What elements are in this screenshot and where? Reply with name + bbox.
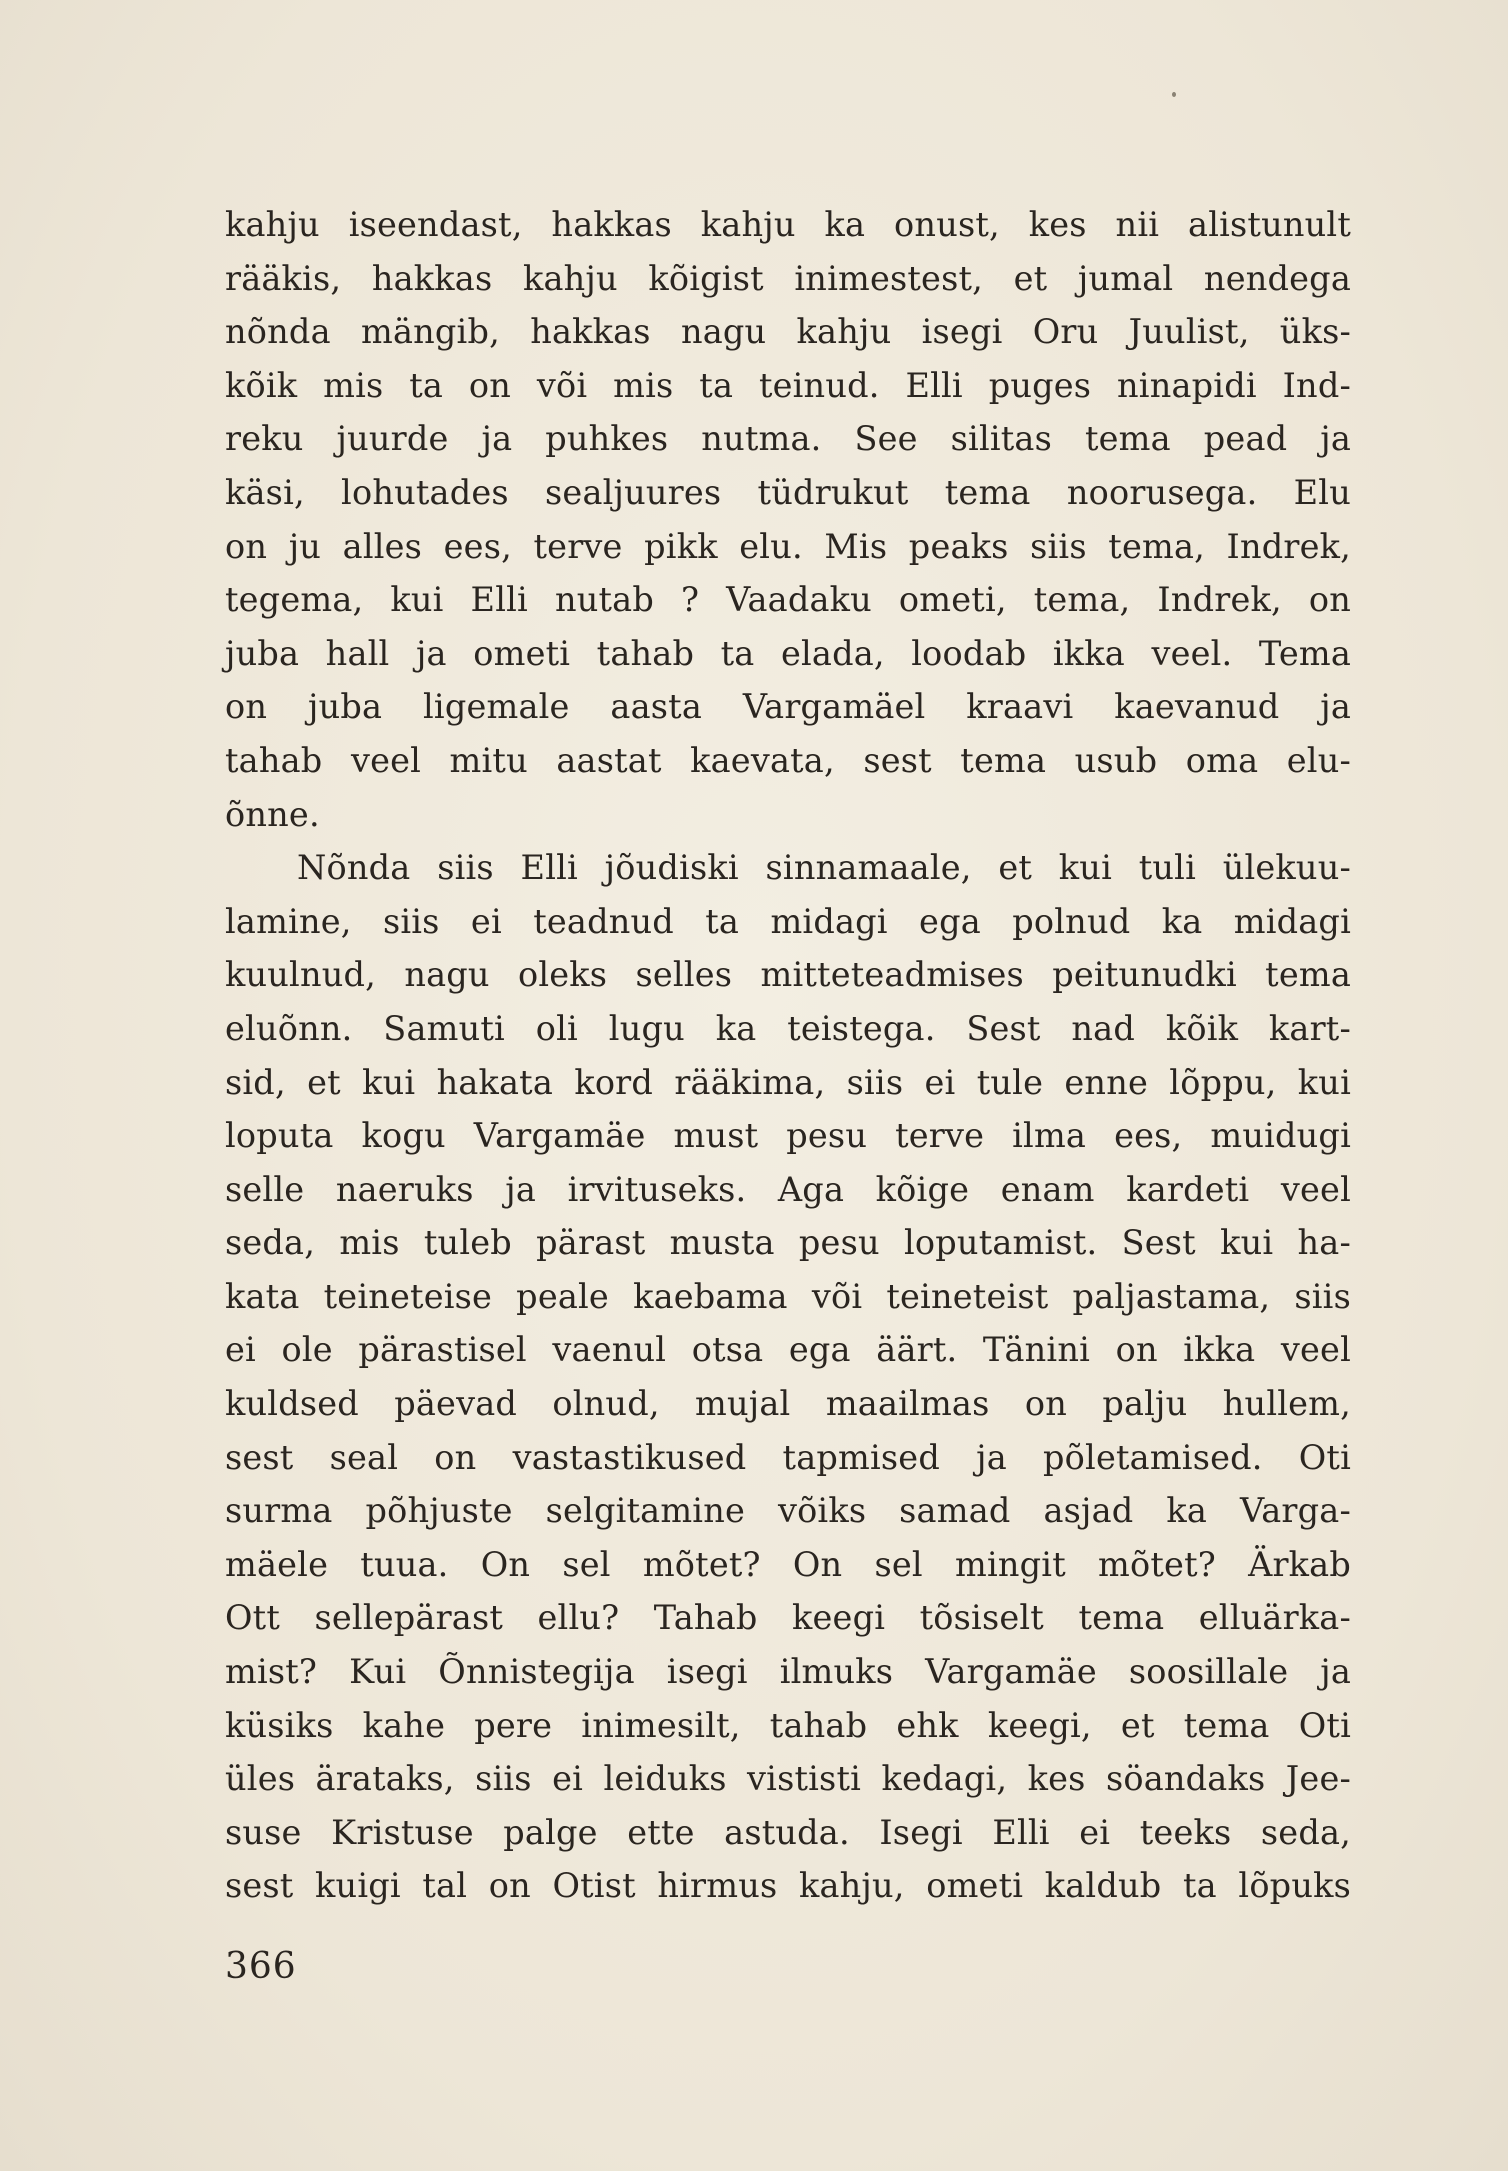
text-line: käsi, lohutades sealjuures tüdrukut tema noorusega. Elu	[225, 472, 1351, 512]
text-line: loputa kogu Vargamäe must pesu terve ilma ees, muidugi	[225, 1116, 1351, 1156]
body-text	[225, 198, 1351, 1913]
text-line: mäele tuua. On sel mõtet? On sel mingit mõtet? Ärkab	[225, 1544, 1351, 1584]
text-line: kuldsed päevad olnud, mujal maailmas on palju hullem,	[225, 1384, 1351, 1424]
text-line: ei ole pärastisel vaenul otsa ega äärt. Tänini on ikka veel	[225, 1330, 1351, 1370]
text-line: sid, et kui hakata kord rääkima, siis ei tule enne lõppu, kui	[225, 1062, 1351, 1102]
text-line: lamine, siis ei teadnud ta midagi ega polnud ka midagi	[225, 901, 1351, 941]
text-line: eluõnn. Samuti oli lugu ka teistega. Sest nad kõik kart-	[225, 1008, 1351, 1048]
text-line: sest kuigi tal on Otist hirmus kahju, ometi kaldub ta lõpuks	[225, 1866, 1351, 1906]
text-line: suse Kristuse palge ette astuda. Isegi Elli ei teeks seda,	[225, 1812, 1351, 1852]
text-line: kata teineteise peale kaebama või teineteist paljastama, siis	[225, 1276, 1351, 1316]
text-line: surma põhjuste selgitamine võiks samad asjad ka Varga-	[225, 1491, 1351, 1531]
text-line: reku juurde ja puhkes nutma. See silitas tema pead ja	[225, 419, 1351, 459]
text-line: on ju alles ees, terve pikk elu. Mis peaks siis tema, Indrek,	[225, 526, 1351, 566]
text-line: seda, mis tuleb pärast musta pesu loputamist. Sest kui ha-	[225, 1223, 1351, 1263]
text-line: kõik mis ta on või mis ta teinud. Elli puges ninapidi Ind-	[225, 365, 1351, 405]
text-line: nõnda mängib, hakkas nagu kahju isegi Oru Juulist, üks-	[225, 312, 1351, 352]
text-line: rääkis, hakkas kahju kõigist inimestest, et jumal nendega	[225, 258, 1351, 298]
text-line: Ott sellepärast ellu? Tahab keegi tõsiselt tema elluärka-	[225, 1598, 1351, 1638]
text-line-paragraph-start: Nõnda siis Elli jõudiski sinnamaale, et kui tuli ülekuu-	[297, 848, 1351, 888]
text-line: õnne.	[225, 794, 320, 834]
text-line: kuulnud, nagu oleks selles mitteteadmises peitunudki tema	[225, 955, 1351, 995]
paper-speck	[1172, 92, 1176, 97]
text-line: on juba ligemale aasta Vargamäel kraavi kaevanud ja	[225, 687, 1351, 727]
page-number: 366	[225, 1946, 297, 1987]
text-line: selle naeruks ja irvituseks. Aga kõige enam kardeti veel	[225, 1169, 1351, 1209]
text-line: tegema, kui Elli nutab ? Vaadaku ometi, tema, Indrek, on	[225, 580, 1351, 620]
text-line: sest seal on vastastikused tapmised ja põletamised. Oti	[225, 1437, 1351, 1477]
text-line: küsiks kahe pere inimesilt, tahab ehk keegi, et tema Oti	[225, 1705, 1351, 1745]
text-line: juba hall ja ometi tahab ta elada, loodab ikka veel. Tema	[225, 633, 1351, 673]
text-line: mist? Kui Õnnistegija isegi ilmuks Vargamäe soosillale ja	[225, 1652, 1351, 1692]
text-line: kahju iseendast, hakkas kahju ka onust, kes nii alistunult	[225, 205, 1351, 244]
text-line: tahab veel mitu aastat kaevata, sest tema usub oma elu-	[225, 740, 1351, 780]
text-line: üles ärataks, siis ei leiduks vististi kedagi, kes söandaks Jee-	[225, 1759, 1351, 1799]
